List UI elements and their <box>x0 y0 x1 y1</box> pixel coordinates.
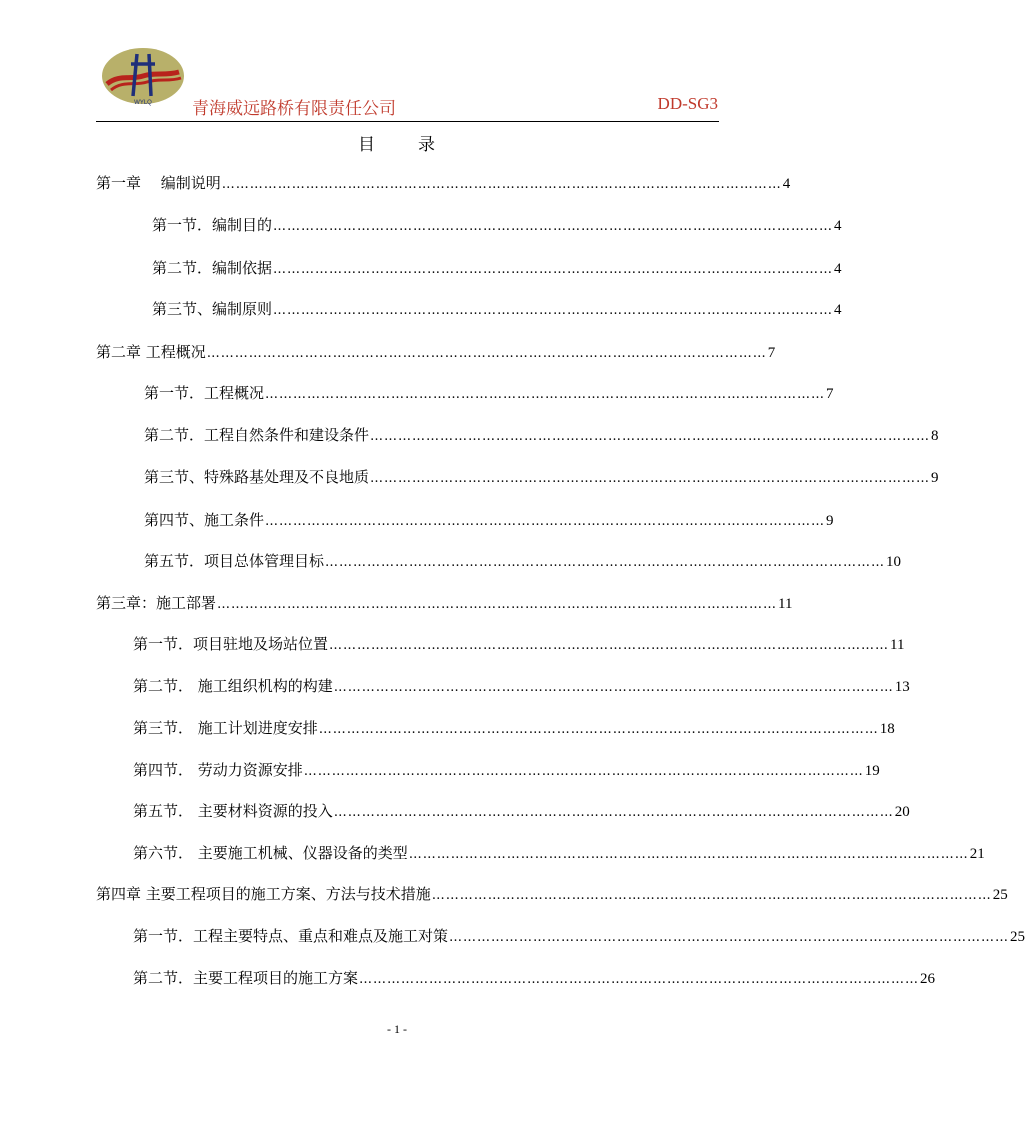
toc-leader: ………………………………………………………………………………………………………… <box>333 680 894 695</box>
company-name: 青海威远路桥有限责任公司 <box>192 99 396 119</box>
toc-entry-label: 第五节．项目总体管理目标 <box>144 552 325 570</box>
toc-entry-label: 第三节、特殊路基处理及不良地质 <box>144 468 370 486</box>
toc-entry[interactable] <box>144 549 902 573</box>
toc-entry-label: 第六节． 主要施工机械、仪器设备的类型 <box>133 844 408 862</box>
toc-entry-label: 第一节．工程概况 <box>144 384 265 402</box>
toc-leader: ………………………………………………………………………………………………………… <box>370 471 931 486</box>
toc-entry-page: 4 <box>834 302 842 318</box>
toc-leader: ………………………………………………………………………………………………………… <box>265 514 826 529</box>
toc-entry-label: 第四节． 劳动力资源安排 <box>133 761 303 779</box>
toc-entry[interactable] <box>152 256 842 280</box>
toc-entry-page: 4 <box>834 261 842 277</box>
toc-entry-label: 第三章：施工部署 <box>96 594 217 612</box>
toc-entry-page: 26 <box>920 971 936 987</box>
toc-entry-page: 11 <box>890 637 905 653</box>
toc-entry[interactable] <box>96 591 793 615</box>
toc-entry-page: 10 <box>886 554 902 570</box>
toc-entry-label: 第二节．工程自然条件和建设条件 <box>144 426 370 444</box>
toc-leader: ………………………………………………………………………………………………………… <box>431 888 992 903</box>
toc-leader: ………………………………………………………………………………………………………… <box>318 722 879 737</box>
toc-leader: ………………………………………………………………………………………………………… <box>359 972 920 987</box>
toc-entry-page: 11 <box>778 596 793 612</box>
toc-leader: ………………………………………………………………………………………………………… <box>221 177 782 192</box>
toc-entry[interactable] <box>96 340 776 364</box>
toc-entry-label: 第一节．项目驻地及场站位置 <box>133 635 329 653</box>
toc-entry[interactable] <box>152 297 842 321</box>
toc-entry[interactable] <box>144 465 939 489</box>
toc-entry-label: 第五节． 主要材料资源的投入 <box>133 802 333 820</box>
toc-title-char1: 目 <box>358 135 376 155</box>
toc-entry[interactable] <box>144 508 834 532</box>
toc-entry-label: 第二章 工程概况 <box>96 343 206 361</box>
company-logo <box>101 46 185 110</box>
toc-entry-label: 第二节． 施工组织机构的构建 <box>133 677 333 695</box>
toc-entry-page: 18 <box>879 721 895 737</box>
toc-entry-page: 20 <box>894 804 910 820</box>
toc-leader: ………………………………………………………………………………………………………… <box>273 262 834 277</box>
toc-entry-label: 第二节．编制依据 <box>152 259 273 277</box>
toc-entry[interactable] <box>133 799 910 823</box>
toc-entry[interactable] <box>144 423 939 447</box>
toc-entry[interactable] <box>133 674 910 698</box>
toc-entry-page: 13 <box>894 679 910 695</box>
toc-entry-label: 第一章 编制说明 <box>96 174 221 192</box>
toc-leader: ………………………………………………………………………………………………………… <box>217 597 778 612</box>
toc-leader: ………………………………………………………………………………………………………… <box>329 638 890 653</box>
toc-leader: ………………………………………………………………………………………………………… <box>273 303 834 318</box>
toc-leader: ………………………………………………………………………………………………………… <box>303 764 864 779</box>
toc-entry-page: 25 <box>992 887 1008 903</box>
toc-entry-page: 9 <box>826 513 834 529</box>
toc-entry-page: 7 <box>826 386 834 402</box>
toc-leader: ………………………………………………………………………………………………………… <box>273 219 834 234</box>
logo-text: WYLQ <box>134 100 152 106</box>
toc-leader: ………………………………………………………………………………………………………… <box>265 387 826 402</box>
document-code: DD-SG3 <box>657 94 718 113</box>
header-divider <box>96 121 719 122</box>
toc-entry-label: 第一节．工程主要特点、重点和难点及施工对策 <box>133 927 449 945</box>
toc-entry-label: 第二节．主要工程项目的施工方案 <box>133 969 359 987</box>
toc-entry-page: 25 <box>1010 929 1025 945</box>
toc-entry[interactable] <box>133 924 1025 948</box>
toc-entry-page: 7 <box>767 345 776 361</box>
toc-entry-label: 第三节、编制原则 <box>152 300 273 318</box>
toc-entry[interactable] <box>96 882 1008 906</box>
toc-entry-page: 19 <box>864 763 880 779</box>
toc-title-char2: 录 <box>418 135 436 155</box>
toc-entry-label: 第四章 主要工程项目的施工方案、方法与技术措施 <box>96 885 431 903</box>
toc-leader: ………………………………………………………………………………………………………… <box>325 555 886 570</box>
toc-leader: ………………………………………………………………………………………………………… <box>370 429 931 444</box>
toc-entry[interactable] <box>133 966 936 990</box>
toc-entry-page: 8 <box>931 428 939 444</box>
toc-title <box>0 130 794 155</box>
toc-entry[interactable] <box>133 632 905 656</box>
toc-entry[interactable] <box>96 171 791 195</box>
toc-leader: ………………………………………………………………………………………………………… <box>449 930 1010 945</box>
toc-leader: ………………………………………………………………………………………………………… <box>333 805 894 820</box>
toc-entry-page: 4 <box>834 218 842 234</box>
page-number: - 1 - <box>387 1022 407 1036</box>
toc-entry[interactable] <box>133 716 895 740</box>
toc-entry-page: 9 <box>931 470 939 486</box>
toc-entry[interactable] <box>133 841 985 865</box>
toc-entry-label: 第一节．编制目的 <box>152 216 273 234</box>
toc-leader: ………………………………………………………………………………………………………… <box>408 847 969 862</box>
toc-entry-label: 第四节、施工条件 <box>144 511 265 529</box>
toc-entry[interactable] <box>152 213 842 237</box>
toc-entry[interactable] <box>144 381 834 405</box>
toc-entry-page: 4 <box>782 176 791 192</box>
toc-entry[interactable] <box>133 758 880 782</box>
toc-leader: ………………………………………………………………………………………………………… <box>206 346 767 361</box>
toc-entry-page: 21 <box>969 846 985 862</box>
toc-entry-label: 第三节． 施工计划进度安排 <box>133 719 318 737</box>
